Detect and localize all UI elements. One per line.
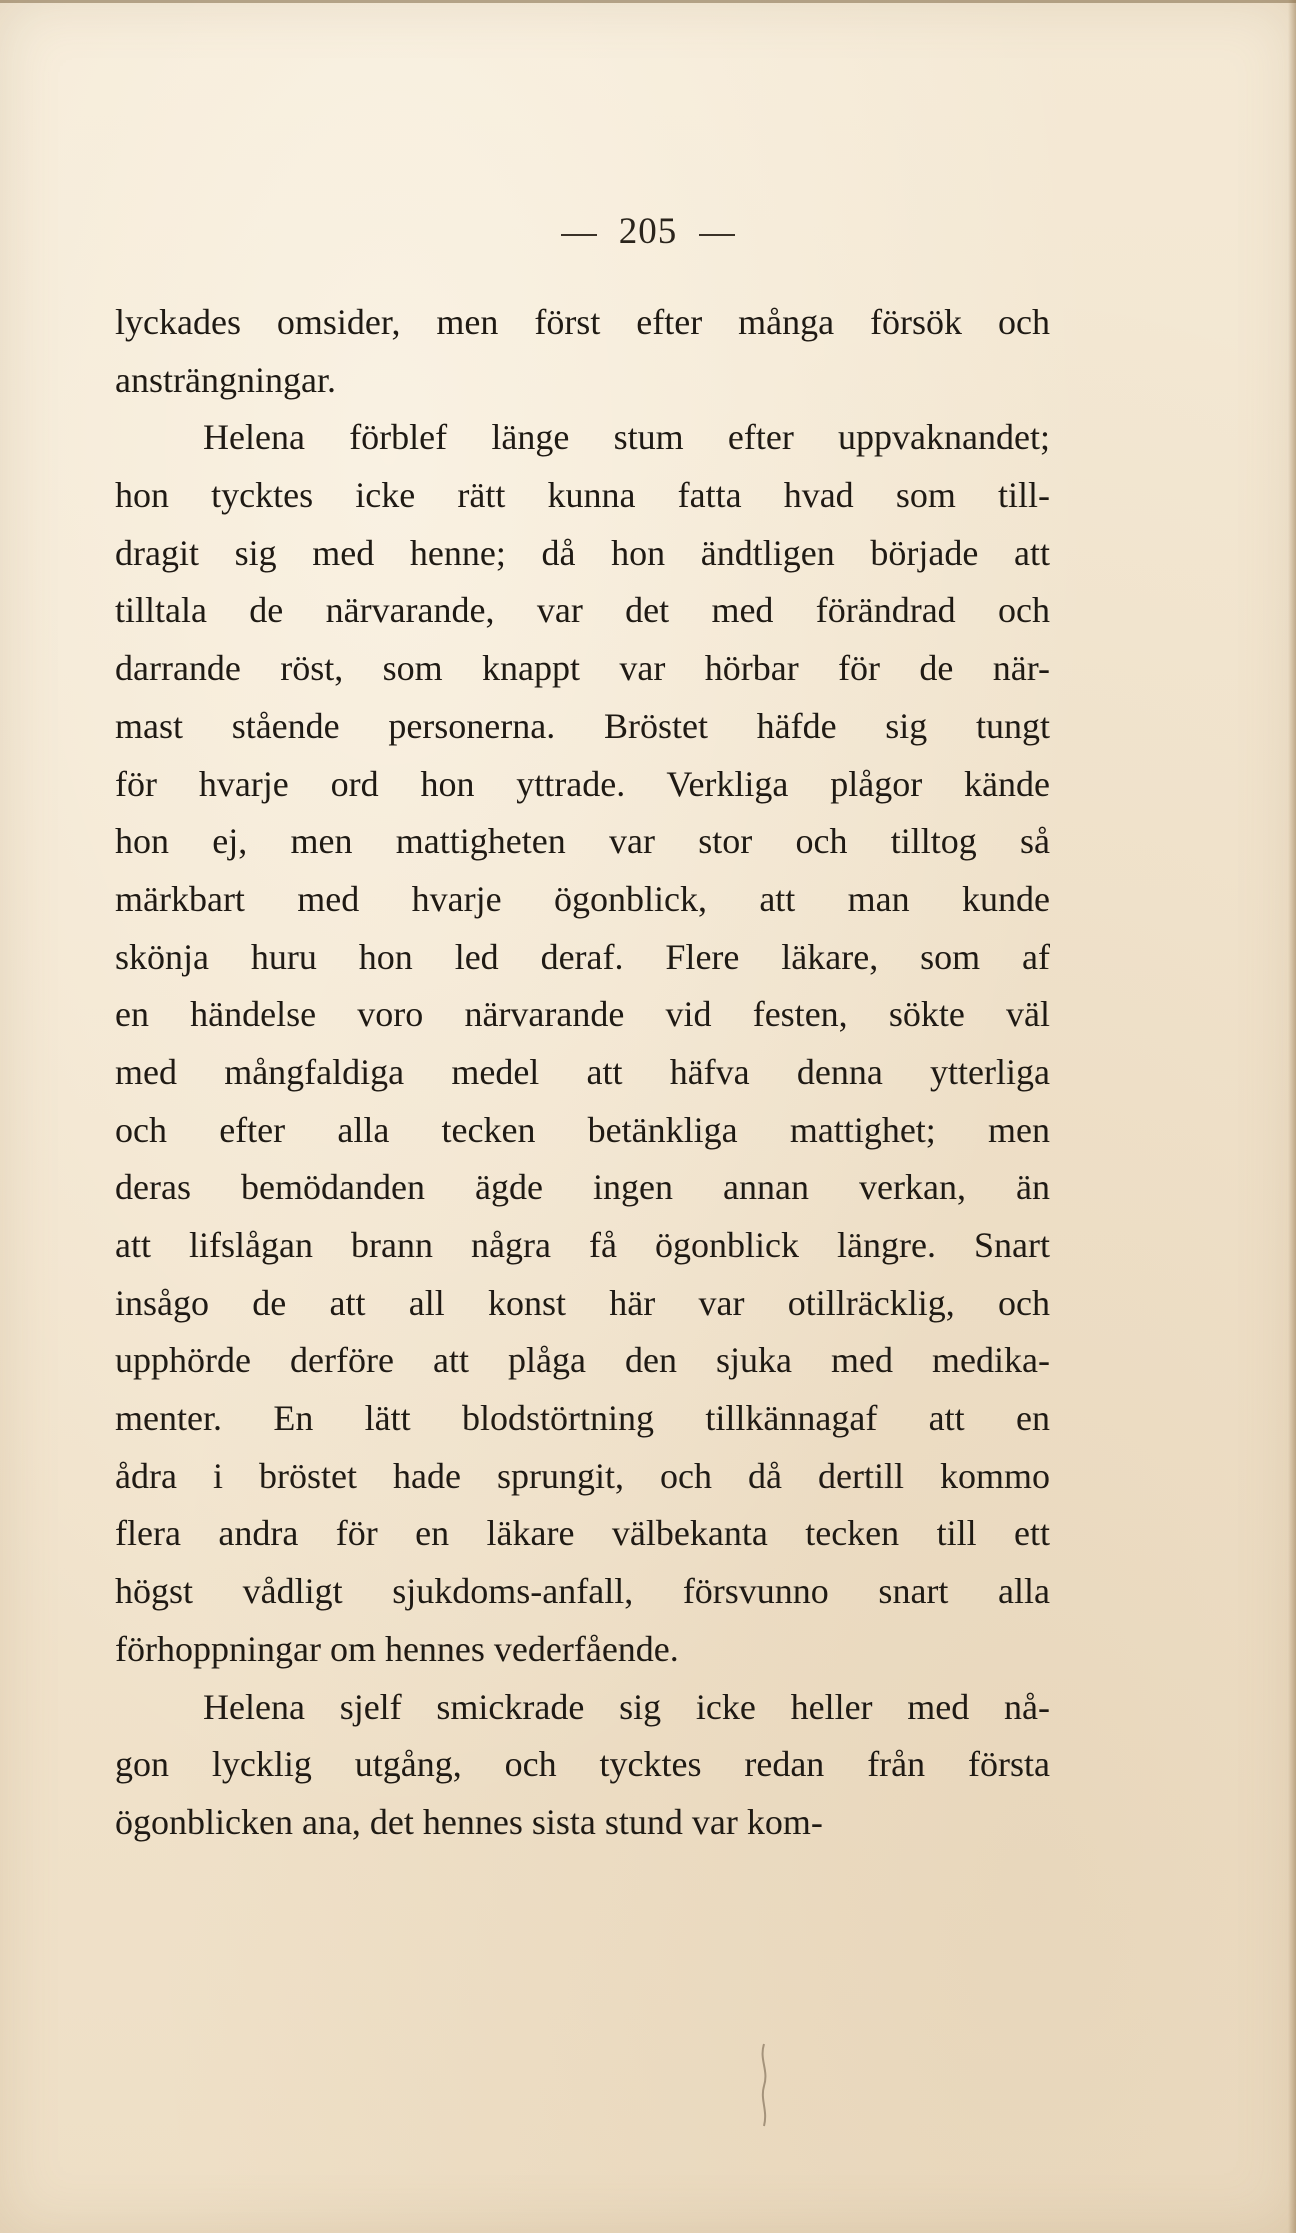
text-line: Helena sjelf smickrade sig icke heller med nå- — [203, 1686, 1050, 1727]
text-line: och efter alla tecken betänkliga mattighet; men — [115, 1109, 1050, 1150]
text-line: hon ej, men mattigheten var stor och tilltog så — [115, 821, 1050, 862]
text-line: märkbart med hvarje ögonblick, att man kunde — [115, 878, 1050, 919]
text-line: skönja huru hon led deraf. Flere läkare, som af — [115, 936, 1050, 977]
text-line: att lifslågan brann några få ögonblick längre. Snart — [115, 1225, 1050, 1265]
page-top-edge — [0, 0, 1296, 3]
page-number: 205 — [618, 211, 678, 252]
text-line: hon tycktes icke rätt kunna fatta hvad som till- — [115, 475, 1050, 516]
text-line: insågo de att all konst här var otillräcklig, och — [115, 1282, 1050, 1323]
text-line: högst vådligt sjukdoms-anfall, försvunno snart alla — [115, 1571, 1050, 1612]
text-line: flera andra för en läkare välbekanta tecken till ett — [115, 1513, 1050, 1554]
text-line: förhoppningar om hennes vederfående. — [115, 1628, 679, 1669]
body-text — [115, 294, 1050, 1852]
text-line: gon lycklig utgång, och tycktes redan från första — [115, 1744, 1050, 1785]
text-line: ådra i bröstet hade sprungit, och då dertill kommo — [115, 1455, 1050, 1496]
text-line: tilltala de närvarande, var det med förändrad och — [115, 590, 1050, 631]
header-dash-right — [699, 234, 735, 236]
text-line: upphörde derföre att plåga den sjuka med medika- — [115, 1340, 1050, 1381]
text-line: en händelse voro närvarande vid festen, sökte väl — [115, 994, 1050, 1035]
text-line: med mångfaldiga medel att häfva denna ytterliga — [115, 1051, 1050, 1092]
page-header — [0, 210, 1296, 253]
ink-flourish-mark — [756, 2040, 772, 2130]
text-line: ögonblicken ana, det hennes sista stund var kom- — [115, 1801, 823, 1842]
text-line: deras bemödanden ägde ingen annan verkan, än — [115, 1167, 1050, 1208]
text-line: menter. En lätt blodstörtning tillkännagaf att en — [115, 1398, 1050, 1439]
text-line: mast stående personerna. Bröstet häfde sig tungt — [115, 705, 1050, 746]
text-line: lyckades omsider, men först efter många försök och — [115, 302, 1050, 342]
text-line: Helena förblef länge stum efter uppvaknandet; — [203, 417, 1050, 458]
text-line: dragit sig med henne; då hon ändtligen började att — [115, 532, 1050, 573]
text-line: ansträngningar. — [115, 359, 336, 400]
text-line: darrande röst, som knappt var hörbar för de när- — [115, 648, 1050, 689]
header-dash-left — [561, 234, 597, 236]
text-line: för hvarje ord hon yttrade. Verkliga plågor kände — [115, 763, 1050, 804]
page-right-edge — [1288, 0, 1296, 2233]
